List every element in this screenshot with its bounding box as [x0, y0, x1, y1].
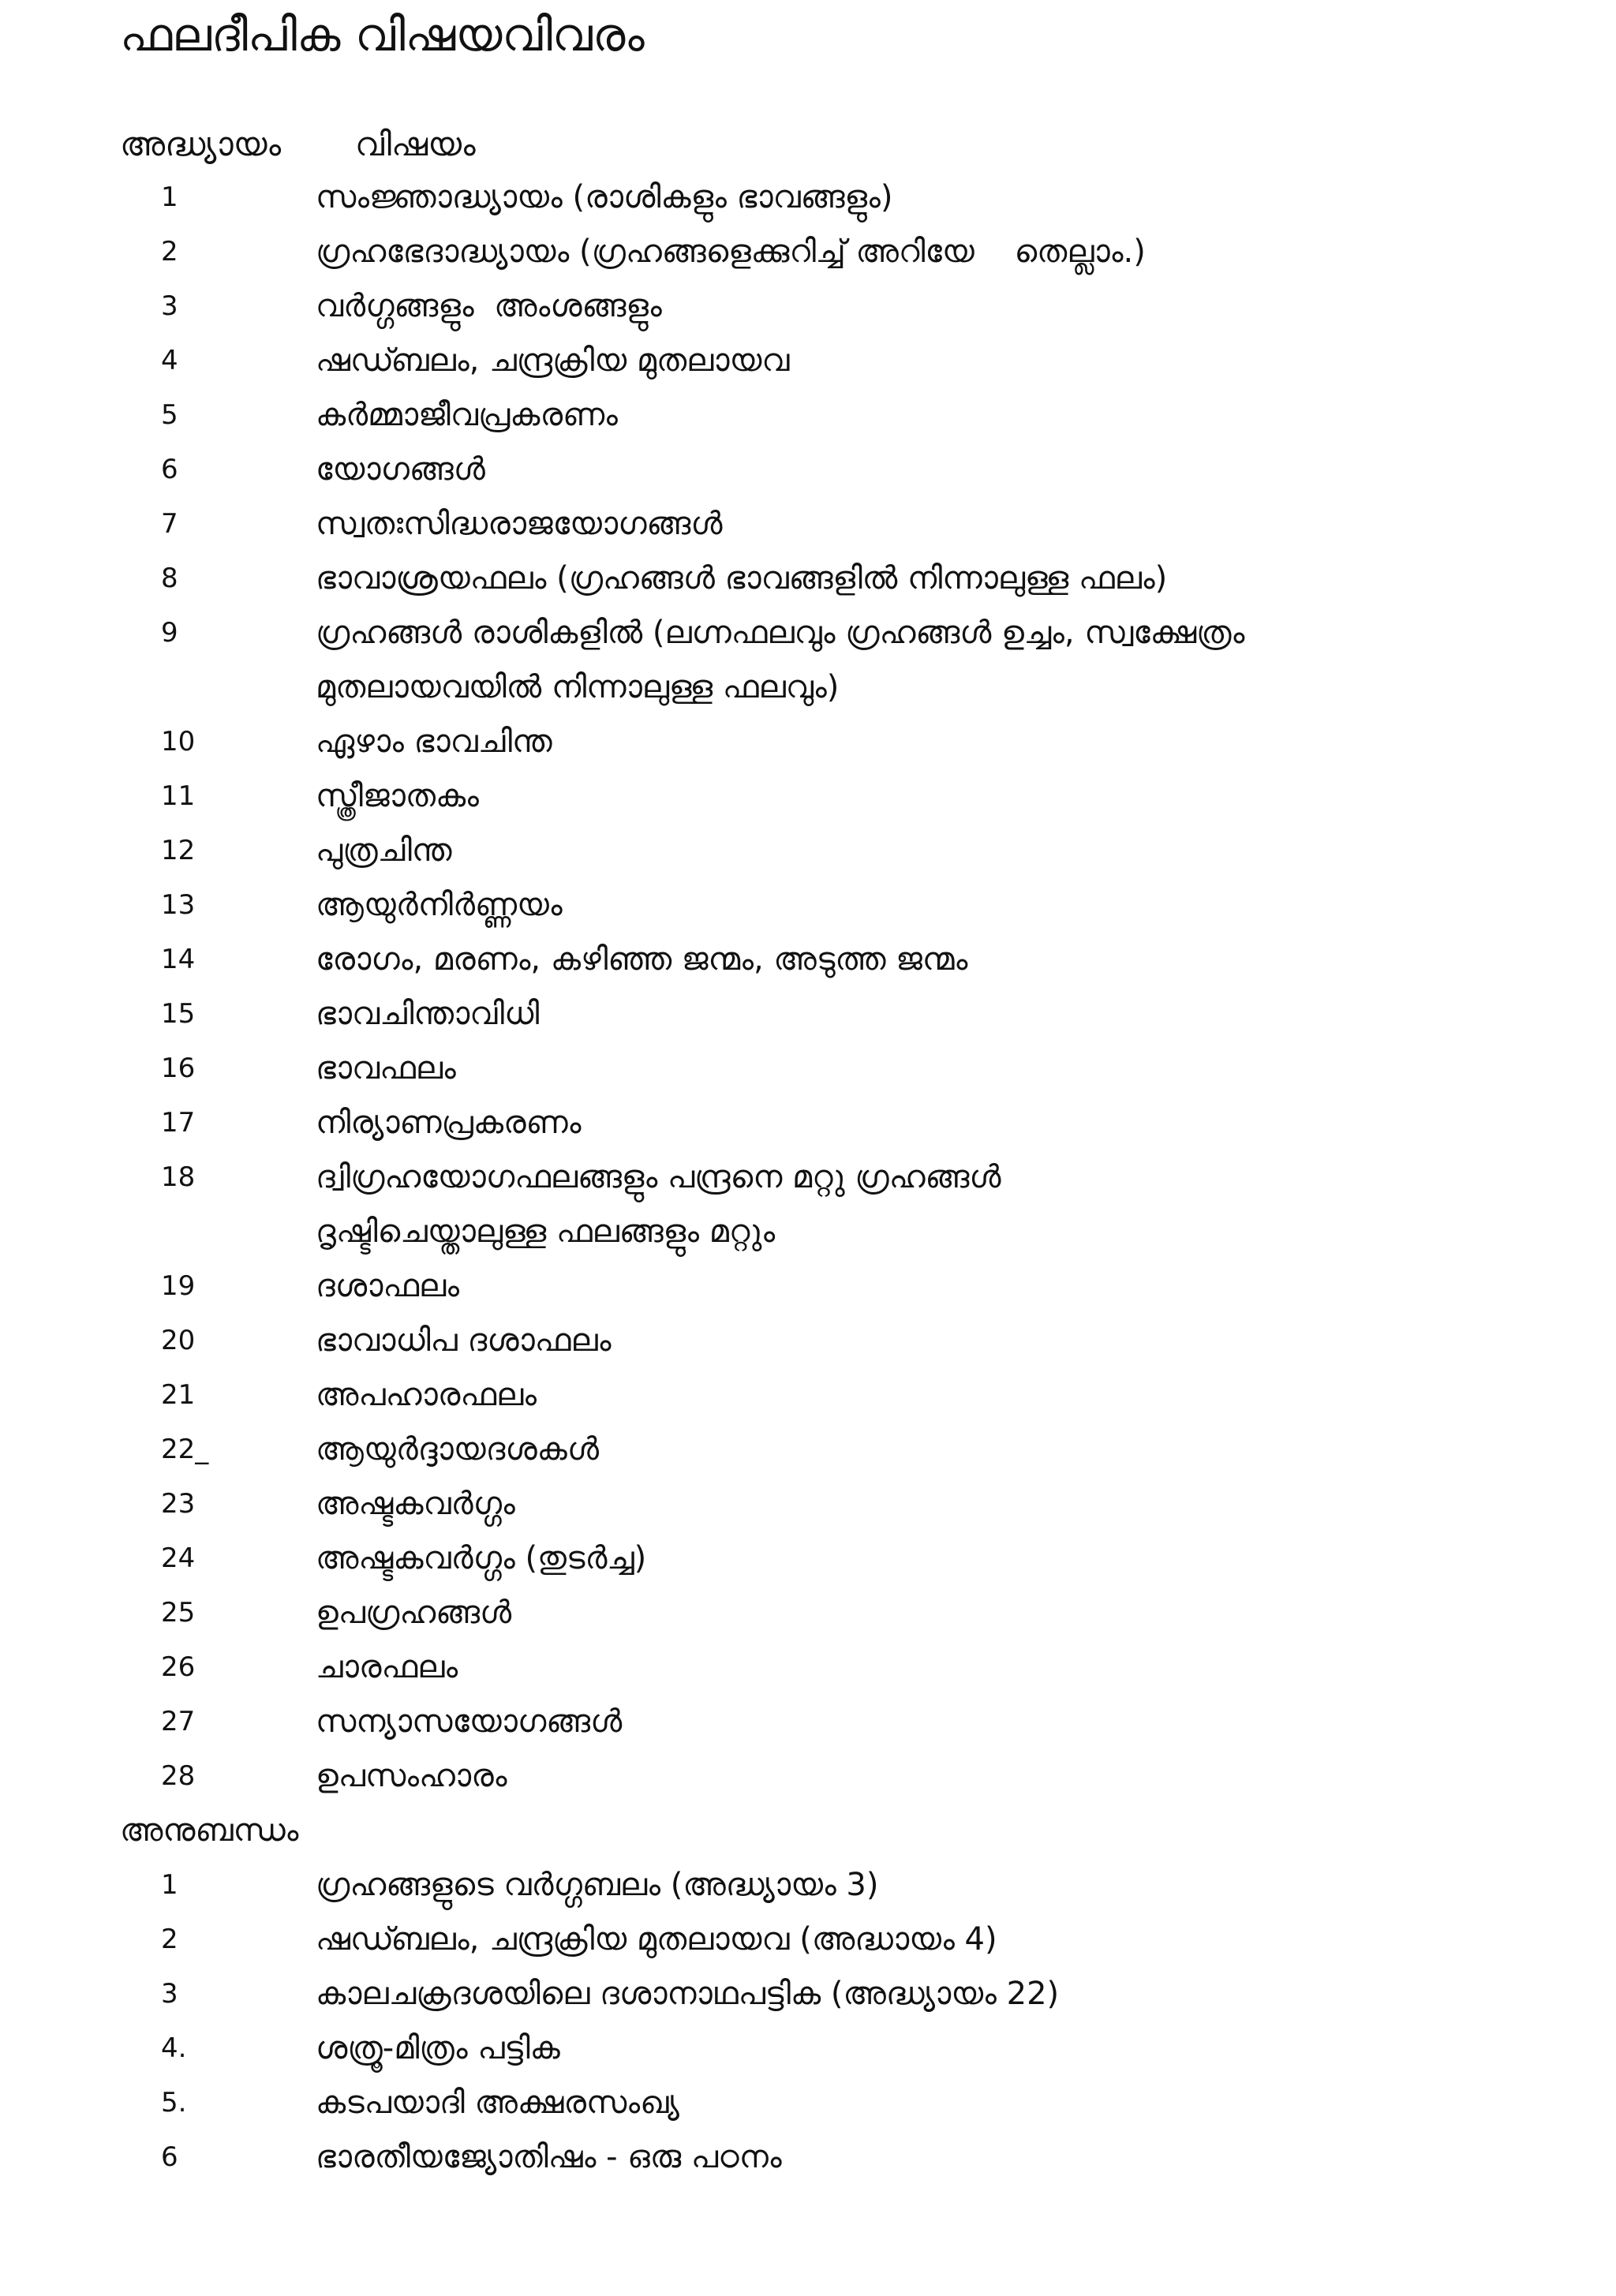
- chapter-row: [0, 225, 1616, 279]
- chapter-number: 25: [161, 1597, 196, 1629]
- chapter-number: 18: [161, 1161, 196, 1193]
- chapter-title: വർഗ്ഗങ്ങളും അംശങ്ങളും: [316, 288, 662, 324]
- chapter-number: 7: [161, 508, 178, 540]
- appendix-row: [0, 2021, 1616, 2076]
- chapter-title: അഷ്ടകവർഗ്ഗം: [316, 1486, 515, 1522]
- chapter-title: രോഗം, മരണം, കഴിഞ്ഞ ജന്മം, അടുത്ത ജന്മം: [316, 941, 968, 978]
- chapter-title: സ്വതഃസിദ്ധരാജയോഗങ്ങൾ: [316, 506, 723, 542]
- appendix-number: 2: [161, 1924, 178, 1955]
- chapter-row: [0, 715, 1616, 769]
- chapter-row: [0, 1041, 1616, 1096]
- chapter-title: ദ്വിഗ്രഹയോഗഫലങ്ങളും പന്ദ്രനെ മറ്റു ഗ്രഹങ്ങൾ ദൃഷ്ടിചെയ്താലുള്ള ഫലങ്ങളും മറ്റും: [316, 1159, 1001, 1250]
- chapter-title: സംജ്ഞാദ്ധ്യായം (രാശികളും ഭാവങ്ങളും): [316, 179, 893, 215]
- chapter-row: [0, 769, 1616, 824]
- appendix-row: [0, 1967, 1616, 2021]
- chapter-title: നിര്യാണപ്രകരണം: [316, 1105, 582, 1141]
- chapter-title: യോഗങ്ങൾ: [316, 451, 485, 488]
- chapter-number: 15: [161, 998, 196, 1030]
- chapter-row: [0, 987, 1616, 1041]
- chapter-row: [0, 497, 1616, 552]
- chapter-number: 13: [161, 889, 196, 921]
- chapter-number: 4: [161, 345, 178, 376]
- chapter-title: ഭാവാധിപ ദശാഫലം: [316, 1322, 612, 1359]
- chapter-row: [0, 1259, 1616, 1314]
- chapter-number: 10: [161, 726, 196, 757]
- chapter-title: ഭാവചിന്താവിധി: [316, 996, 540, 1032]
- chapter-number: 28: [161, 1760, 196, 1792]
- chapter-row: [0, 1150, 1616, 1259]
- chapter-title: ഷഡ്ബലം, ചന്ദ്രക്രിയ മുതലായവ: [316, 342, 790, 379]
- chapter-title: പുത്രചിന്ത: [316, 832, 452, 869]
- appendix-row: [0, 1858, 1616, 1913]
- chapter-row: [0, 878, 1616, 933]
- chapter-row: [0, 1695, 1616, 1749]
- chapter-number: 24: [161, 1543, 196, 1574]
- appendix-heading-row: [0, 1804, 1616, 1858]
- page-title: ഫലദീപിക വിഷയവിവരം: [120, 8, 645, 62]
- chapter-number: 1: [161, 181, 178, 213]
- chapter-number: 3: [161, 290, 178, 322]
- chapter-row: [0, 443, 1616, 497]
- chapter-row: [0, 1640, 1616, 1695]
- chapter-title: ഗ്രഹഭേദാദ്ധ്യായം (ഗ്രഹങ്ങളെക്കുറിച്ച് അറിയേ തെല്ലാം.): [316, 234, 1146, 270]
- chapter-number: 19: [161, 1270, 196, 1302]
- chapter-title: ആയുർദ്ദായദശകൾ: [316, 1431, 599, 1468]
- chapter-title: അപഹാരഫലം: [316, 1377, 537, 1413]
- chapter-row: [0, 1749, 1616, 1804]
- chapter-number: 27: [161, 1706, 196, 1737]
- chapter-row: [0, 1531, 1616, 1586]
- chapter-title: ഭാവഫലം: [316, 1050, 456, 1086]
- appendix-title: കടപയാദി അക്ഷരസംഖ്യ: [316, 2085, 679, 2121]
- chapter-row: [0, 606, 1616, 715]
- appendix-number: 4.: [161, 2032, 187, 2064]
- appendix-row: [0, 2130, 1616, 2185]
- chapter-title: ഭാവാശ്രയഫലം (ഗ്രഹങ്ങൾ ഭാവങ്ങളിൽ നിന്നാലുള്ള ഫലം): [316, 560, 1168, 596]
- chapter-number: 11: [161, 780, 196, 812]
- contents-list: [0, 170, 1616, 2185]
- chapter-title: ഗ്രഹങ്ങൾ രാശികളിൽ (ലഗ്നഫലവും ഗ്രഹങ്ങൾ ഉച്ചം, സ്വക്ഷേത്രം മുതലായവയിൽ നിന്നാലുള്ള ഫലവും): [316, 615, 1245, 705]
- appendix-number: 5.: [161, 2087, 187, 2118]
- chapter-row: [0, 1096, 1616, 1150]
- chapter-row: [0, 1477, 1616, 1531]
- chapter-number: 2: [161, 236, 178, 267]
- chapter-title: അഷ്ടകവർഗ്ഗം (തുടർച്ച): [316, 1540, 647, 1576]
- chapter-row: [0, 388, 1616, 443]
- chapter-number: 12: [161, 835, 196, 866]
- chapter-number: 22_: [161, 1434, 209, 1465]
- appendix-title: ഗ്രഹങ്ങളുടെ വർഗ്ഗബലം (അദ്ധ്യായം 3): [316, 1867, 879, 1903]
- chapter-title: ചാരഫലം: [316, 1649, 458, 1685]
- chapter-number: 14: [161, 944, 196, 975]
- chapter-number: 9: [161, 617, 178, 649]
- chapter-row: [0, 334, 1616, 388]
- chapter-number: 6: [161, 454, 178, 485]
- appendix-title: ഷഡ്ബലം, ചന്ദ്രക്രിയ മുതലായവ (അദ്ധായം 4): [316, 1921, 997, 1958]
- chapter-number: 5: [161, 399, 178, 431]
- chapter-title: സന്യാസയോഗങ്ങൾ: [316, 1703, 623, 1740]
- chapter-number: 21: [161, 1379, 196, 1411]
- chapter-row: [0, 1368, 1616, 1423]
- header-chapter-label: അദ്ധ്യായം: [120, 125, 282, 163]
- chapter-row: [0, 1314, 1616, 1368]
- chapter-title: ഏഴാം ഭാവചിന്ത: [316, 724, 552, 760]
- appendix-number: 3: [161, 1978, 178, 2010]
- chapter-row: [0, 933, 1616, 987]
- chapter-row: [0, 1586, 1616, 1640]
- chapter-row: [0, 1423, 1616, 1477]
- chapter-title: കർമ്മാജീവപ്രകരണം: [316, 397, 618, 433]
- chapter-title: ദശാഫലം: [316, 1268, 459, 1304]
- appendix-heading: അനുബന്ധം: [120, 1812, 299, 1849]
- chapter-number: 23: [161, 1488, 196, 1520]
- chapter-title: ഉപഗ്രഹങ്ങൾ: [316, 1595, 512, 1631]
- chapter-number: 26: [161, 1651, 196, 1683]
- chapter-row: [0, 552, 1616, 606]
- chapter-number: 8: [161, 563, 178, 594]
- appendix-number: 1: [161, 1869, 178, 1901]
- chapter-title: ഉപസംഹാരം: [316, 1758, 507, 1794]
- appendix-title: കാലചക്രദശയിലെ ദശാനാഥപട്ടിക (അദ്ധ്യായം 22): [316, 1976, 1060, 2012]
- chapter-title: ആയുർനിർണ്ണയം: [316, 887, 563, 923]
- chapter-row: [0, 170, 1616, 225]
- chapter-number: 16: [161, 1053, 196, 1084]
- chapter-row: [0, 279, 1616, 334]
- chapter-number: 17: [161, 1107, 196, 1139]
- appendix-row: [0, 1913, 1616, 1967]
- chapter-row: [0, 824, 1616, 878]
- chapter-number: 20: [161, 1325, 196, 1356]
- header-subject-label: വിഷയം: [355, 125, 476, 163]
- table-header: [120, 118, 1540, 170]
- appendix-title: ശത്രൂ-മിത്രം പട്ടിക: [316, 2030, 560, 2066]
- appendix-row: [0, 2076, 1616, 2130]
- appendix-number: 6: [161, 2141, 178, 2173]
- appendix-title: ഭാരതീയജ്യോതിഷം - ഒരു പഠനം: [316, 2139, 782, 2175]
- chapter-title: സ്ത്രീജാതകം: [316, 778, 479, 814]
